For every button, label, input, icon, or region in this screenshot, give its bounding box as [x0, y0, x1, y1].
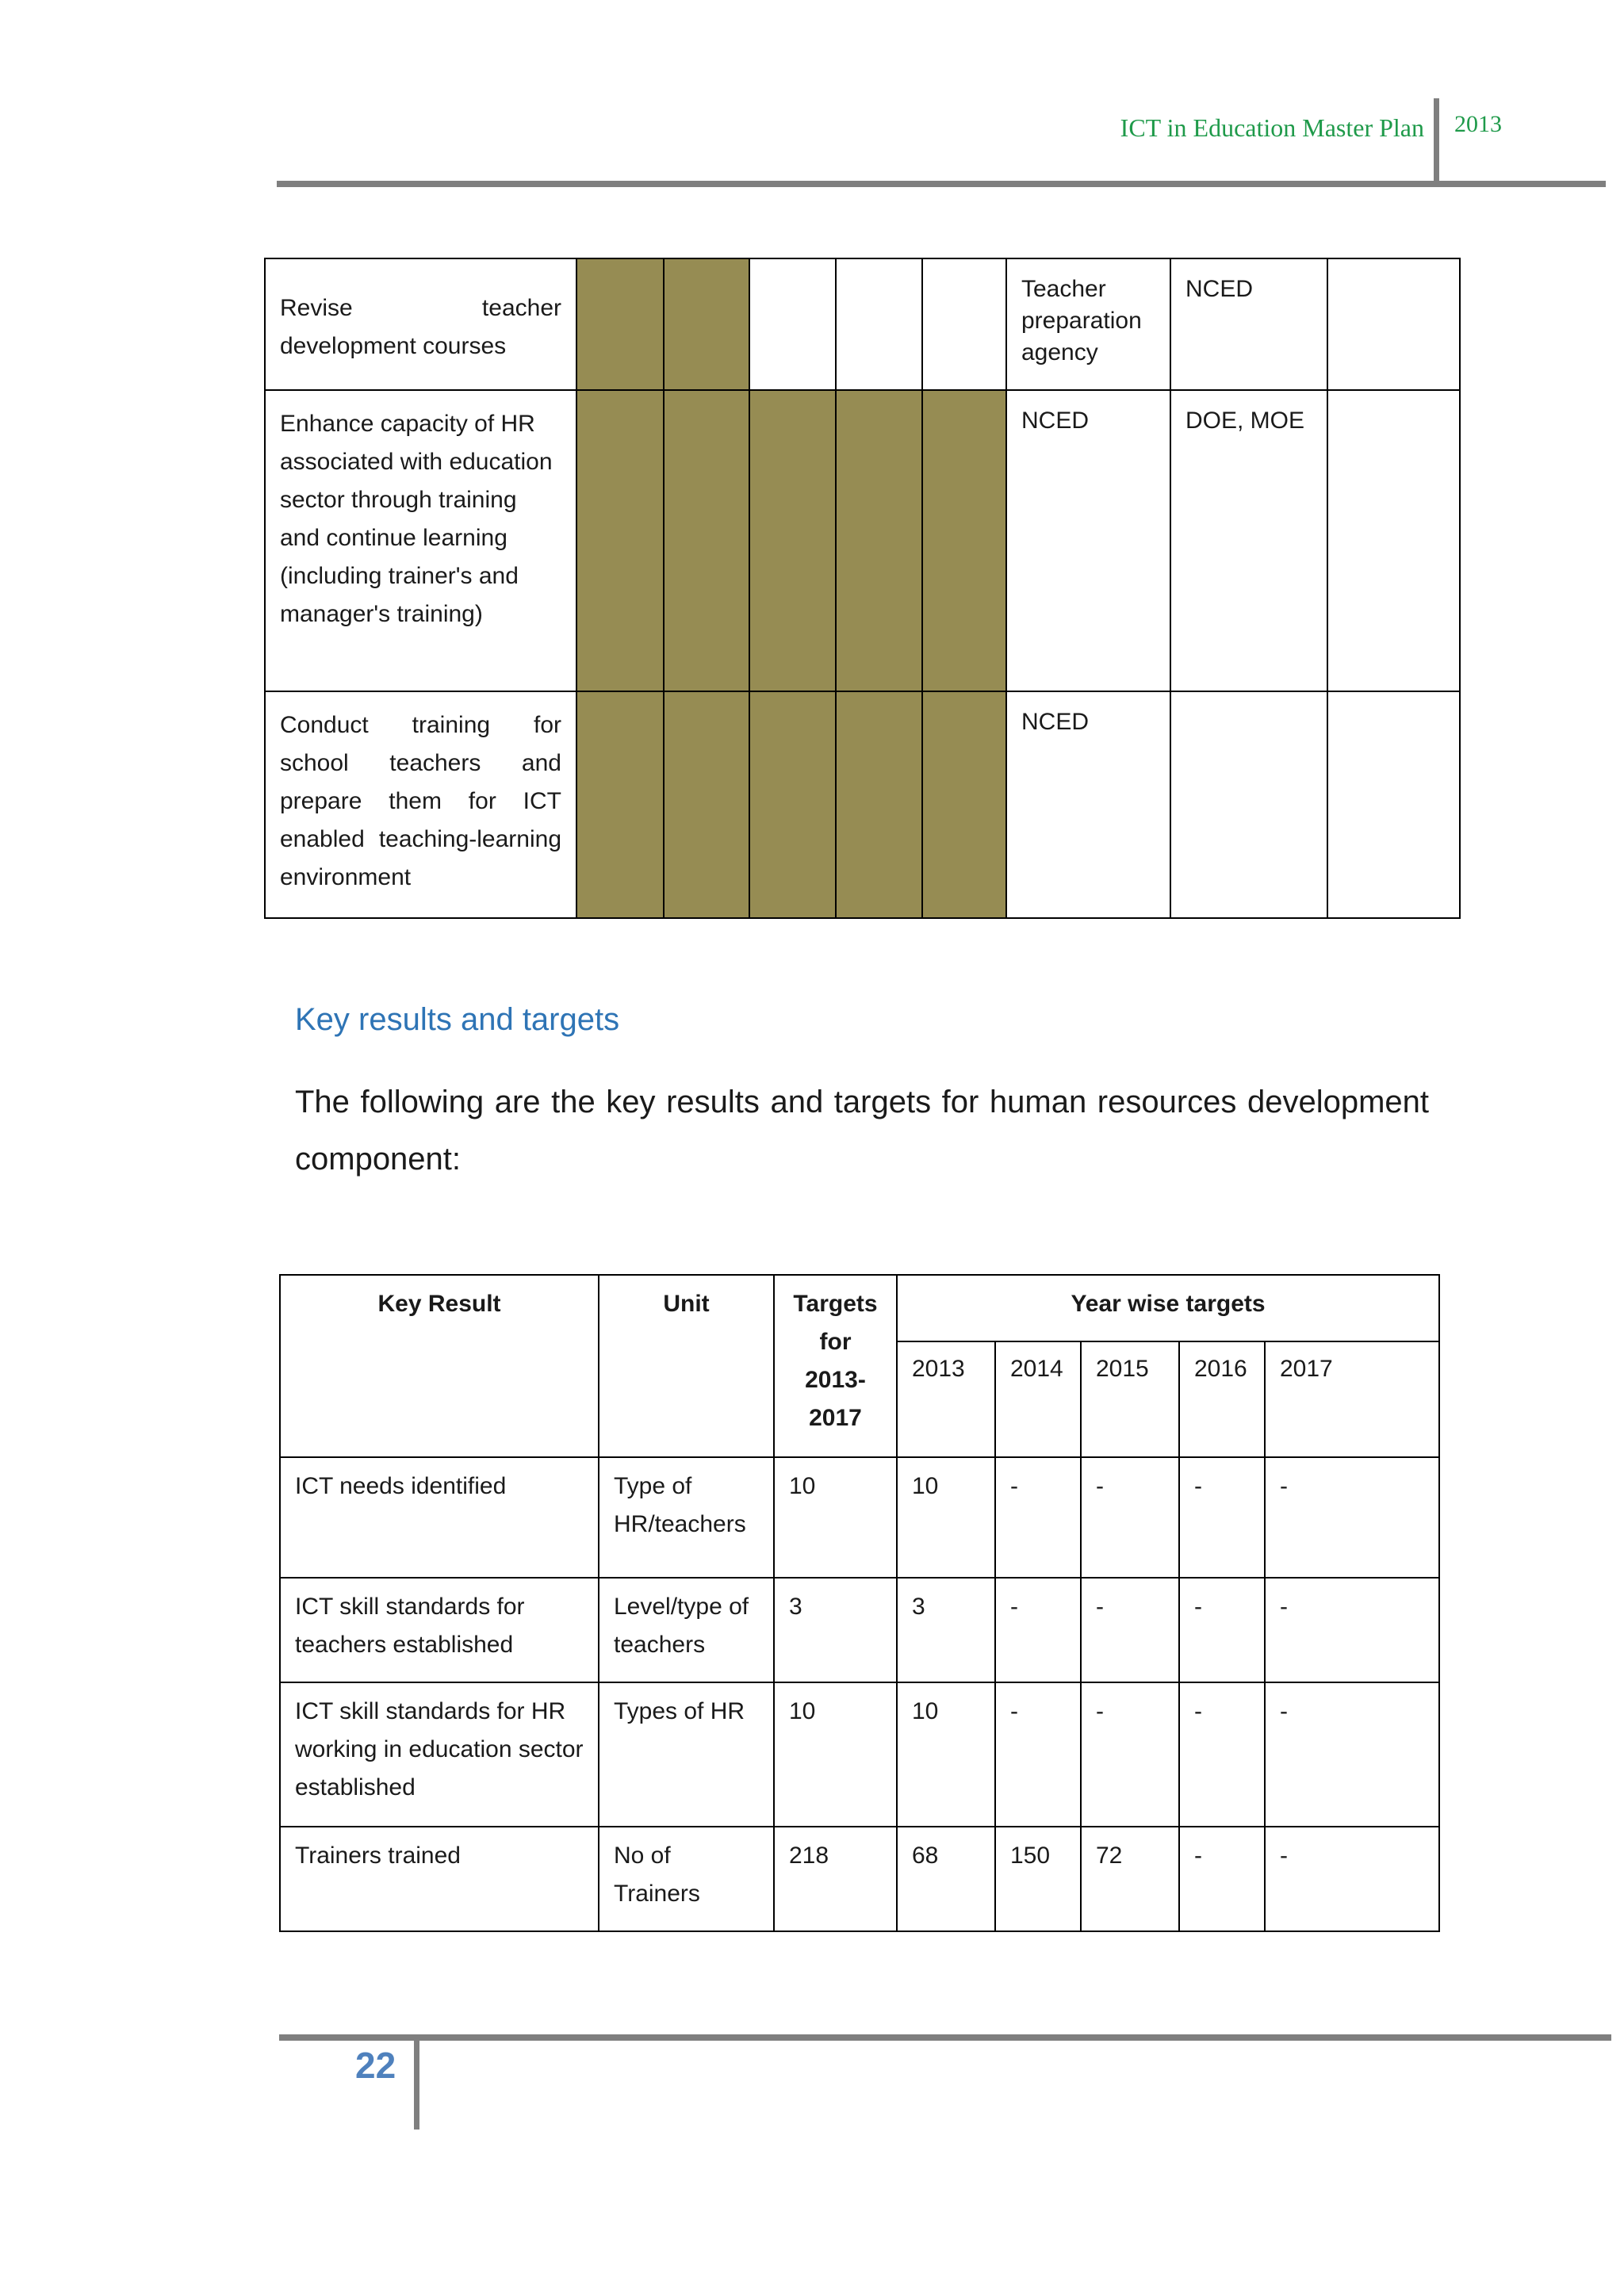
section-paragraph: The following are the key results and targets for human resources development component: — [295, 1085, 1429, 1177]
timeline-cell — [922, 258, 1006, 390]
key-result-cell: ICT needs identified — [280, 1457, 599, 1578]
supporting-agency — [1170, 691, 1327, 918]
remarks-cell — [1327, 258, 1460, 390]
year-header: 2017 — [1265, 1341, 1439, 1457]
table-row — [280, 1457, 1439, 1578]
activity-row — [265, 258, 1460, 390]
activity-row — [265, 691, 1460, 918]
timeline-cell — [922, 390, 1006, 691]
activity-description: Revise teacher development courses — [265, 258, 576, 390]
header-rule — [277, 181, 1606, 187]
year-wise-header: Year wise targets — [897, 1275, 1439, 1341]
year-value-cell: - — [1179, 1457, 1265, 1578]
header-divider — [1434, 98, 1439, 184]
timeline-cell — [576, 390, 664, 691]
year-value-cell: 72 — [1081, 1827, 1179, 1931]
key-result-cell: ICT skill standards for teachers established — [280, 1578, 599, 1682]
table-row — [280, 1682, 1439, 1827]
table-row — [280, 1827, 1439, 1931]
timeline-cell — [749, 691, 836, 918]
year-value-cell: - — [1081, 1682, 1179, 1827]
header-row — [280, 1275, 1439, 1341]
supporting-agency: DOE, MOE — [1170, 390, 1327, 691]
year-header: 2013 — [897, 1341, 995, 1457]
target-cell: 10 — [774, 1457, 897, 1578]
timeline-cell — [749, 390, 836, 691]
table-row — [280, 1578, 1439, 1682]
key-result-cell: ICT skill standards for HR working in education sector established — [280, 1682, 599, 1827]
key-results-table — [279, 1274, 1440, 1932]
target-cell: 3 — [774, 1578, 897, 1682]
year-value-cell: - — [1179, 1578, 1265, 1682]
lead-agency: NCED — [1006, 691, 1170, 918]
target-cell: 218 — [774, 1827, 897, 1931]
timeline-cell — [922, 691, 1006, 918]
year-value-cell: - — [995, 1457, 1081, 1578]
timeline-cell — [664, 390, 749, 691]
remarks-cell — [1327, 691, 1460, 918]
targets-header: Targets for 2013-2017 — [774, 1275, 897, 1457]
footer-rule — [279, 2034, 1611, 2041]
year-value-cell: 10 — [897, 1682, 995, 1827]
unit-cell: Type of HR/teachers — [599, 1457, 774, 1578]
year-value-cell: 68 — [897, 1827, 995, 1931]
timeline-cell — [836, 691, 922, 918]
activity-timeline-table — [264, 258, 1461, 919]
target-cell: 10 — [774, 1682, 897, 1827]
timeline-cell — [576, 691, 664, 918]
year-value-cell: - — [1265, 1578, 1439, 1682]
timeline-cell — [664, 258, 749, 390]
lead-agency: NCED — [1006, 390, 1170, 691]
page-number: 22 — [355, 2045, 396, 2086]
activity-description: Conduct training for school teachers and prepare them for ICT enabled teaching-learning environment — [265, 691, 576, 918]
activity-row — [265, 390, 1460, 691]
year-value-cell: - — [1265, 1827, 1439, 1931]
year-value-cell: - — [1081, 1578, 1179, 1682]
unit-cell: Level/type of teachers — [599, 1578, 774, 1682]
supporting-agency: NCED — [1170, 258, 1327, 390]
year-value-cell: - — [1265, 1682, 1439, 1827]
key-result-header: Key Result — [280, 1275, 599, 1457]
document-year: 2013 — [1454, 111, 1502, 137]
timeline-cell — [749, 258, 836, 390]
year-value-cell: 150 — [995, 1827, 1081, 1931]
year-value-cell: - — [1179, 1682, 1265, 1827]
year-value-cell: - — [995, 1578, 1081, 1682]
timeline-cell — [836, 258, 922, 390]
key-result-cell: Trainers trained — [280, 1827, 599, 1931]
unit-cell: Types of HR — [599, 1682, 774, 1827]
year-value-cell: - — [1179, 1827, 1265, 1931]
timeline-cell — [576, 258, 664, 390]
timeline-cell — [664, 691, 749, 918]
year-header: 2016 — [1179, 1341, 1265, 1457]
year-header: 2015 — [1081, 1341, 1179, 1457]
section-heading: Key results and targets — [295, 1002, 620, 1037]
footer-divider — [414, 2038, 419, 2130]
year-value-cell: - — [1265, 1457, 1439, 1578]
document-title: ICT in Education Master Plan — [1120, 113, 1424, 142]
year-value-cell: 3 — [897, 1578, 995, 1682]
timeline-cell — [836, 390, 922, 691]
year-value-cell: - — [995, 1682, 1081, 1827]
year-value-cell: - — [1081, 1457, 1179, 1578]
activity-description: Enhance capacity of HR associated with education sector through training and continue learning (including trainer's and manager's training) — [265, 390, 576, 691]
year-value-cell: 10 — [897, 1457, 995, 1578]
lead-agency: Teacher preparation agency — [1006, 258, 1170, 390]
year-header: 2014 — [995, 1341, 1081, 1457]
remarks-cell — [1327, 390, 1460, 691]
unit-cell: No of Trainers — [599, 1827, 774, 1931]
unit-header: Unit — [599, 1275, 774, 1457]
